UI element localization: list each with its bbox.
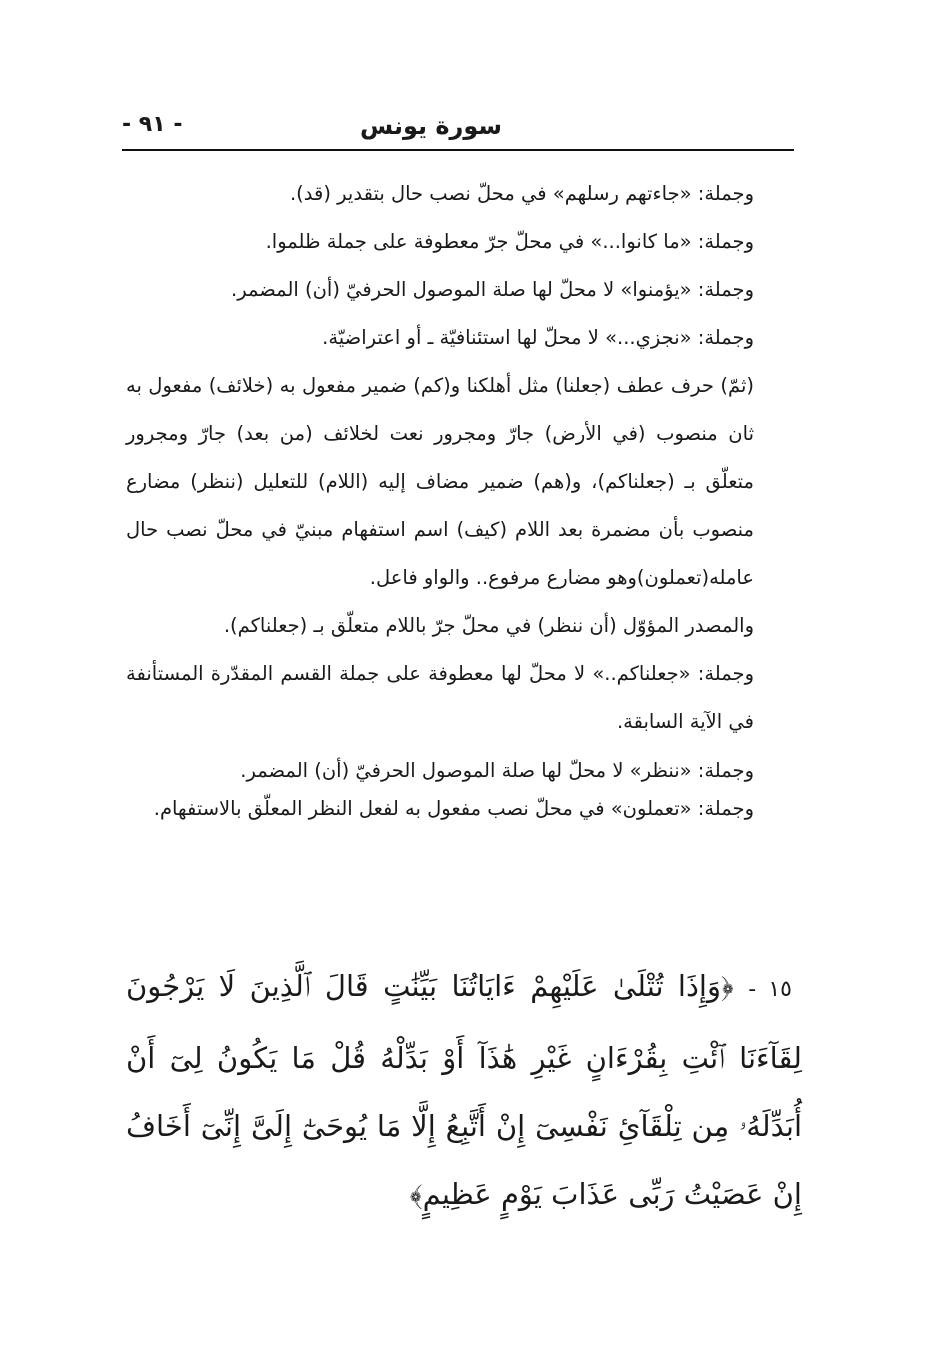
- paragraph-sentence-3: وجملة: «يؤمنوا» لا محلّ لها صلة الموصول الحرفيّ (أن) المضمر.: [231, 278, 754, 301]
- paragraph-sentence-2: وجملة: «ما كانوا...» في محلّ جرّ معطوفة على جملة ظلموا.: [265, 230, 754, 253]
- paragraph-sentence-tamalun: وجملة: «تعملون» في محلّ نصب مفعول به لفعل النظر المعلّق بالاستفهام.: [153, 797, 754, 820]
- page-header: [122, 108, 792, 152]
- paragraph-sentence-1: وجملة: «جاءتهم رسلهم» في محلّ نصب حال بتقدير (قد).: [289, 182, 754, 205]
- header-rule: [122, 149, 794, 151]
- page-number: - ٩١ -: [122, 112, 183, 137]
- paragraph-masdar: والمصدر المؤوّل (أن ننظر) في محلّ جرّ باللام متعلّق بـ (جعلناكم).: [223, 614, 754, 637]
- surah-title: سورة يونس: [360, 112, 502, 140]
- verse-text: ﴿وَإِذَا تُتْلَىٰ عَلَيْهِمْ ءَايَاتُنَا بَيِّنَٰتٍ قَالَ ٱلَّذِينَ لَا يَرْجُونَ لِقَآءَنَا ٱئْتِ بِقُرْءَانٍ غَيْرِ هَٰذَآ أَوْ بَدِّلْهُ قُلْ مَا يَكُونُ لِىٓ أَنْ أُبَدِّلَهُۥ مِن تِلْقَآئِ نَفْسِىٓ إِنْ أَتَّبِعُ إِلَّا مَا يُوحَىٰٓ إِلَىَّ إِنِّىٓ أَخَافُ إِنْ عَصَيْتُ رَبِّى عَذَابَ يَوْمٍ عَظِيمٍ﴾: [126, 969, 802, 1211]
- paragraph-parsing: (ثمّ) حرف عطف (جعلنا) مثل أهلكنا و(كم) ضمير مفعول به (خلائف) مفعول به ثان منصوب (في الأرض) جارّ ومجرور نعت لخلائف (من بعد) جارّ ومجرور متعلّق بـ (جعلناكم)، و(هم) ضمير مضاف إليه (اللام) للتعليل (ننظر) مضارع منصوب بأن مضمرة بعد اللام (كيف) اسم استفهام مبنيّ في محلّ نصب حال عامله(تعملون)وهو مضارع مرفوع.. والواو فاعل.: [126, 374, 754, 589]
- verse-number: ١٥ -: [748, 977, 792, 1002]
- paragraph-sentence-4: وجملة: «نجزي...» لا محلّ لها استئنافيّة ـ أو اعتراضيّة.: [322, 326, 754, 349]
- paragraph-sentence-jaalnakum: وجملة: «جعلناكم..» لا محلّ لها معطوفة على جملة القسم المقدّرة المستأنفة في الآية السابقة.: [126, 662, 754, 733]
- paragraph-sentence-nanzur: وجملة: «ننظر» لا محلّ لها صلة الموصول الحرفيّ (أن) المضمر.: [240, 759, 754, 782]
- quran-verse: [126, 952, 802, 1228]
- grammar-analysis: [126, 170, 802, 828]
